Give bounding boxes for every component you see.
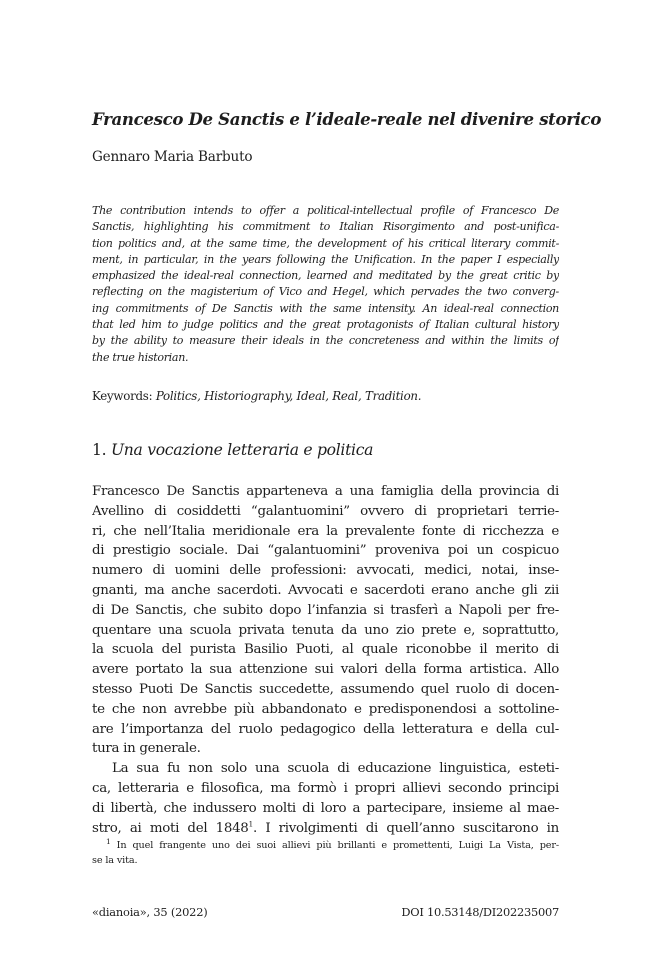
- abstract-line: that led him to judge politics and the great protagonists of Italian cultural history: [92, 318, 559, 332]
- body-text: [92, 482, 559, 838]
- footnote-line: se la vita.: [92, 855, 138, 866]
- abstract-line: by the ability to measure their ideals in the concreteness and within the limits of: [92, 334, 559, 348]
- abstract-line: ing commitments of De Sanctis with the same intensity. An ideal-real connection: [92, 301, 559, 315]
- body-line: La sua fu non solo una scuola di educazione linguistica, esteti-: [112, 761, 559, 777]
- body-line: ri, che nell’Italia meridionale era la prevalente fonte di ricchezza e: [92, 523, 559, 539]
- keywords-values: Politics, Historiography, Ideal, Real, Tradition.: [155, 389, 422, 403]
- section-title: Una vocazione letteraria e politica: [110, 441, 374, 459]
- body-line: ca, letteraria e filosofica, ma formò i propri allievi secondo principi: [92, 780, 559, 796]
- footer-journal: «dianoia», 35 (2022): [92, 905, 208, 919]
- abstract: [92, 203, 559, 366]
- keywords-label: Keywords:: [92, 389, 153, 403]
- body-line: gnanti, ma anche sacerdoti. Avvocati e sacerdoti erano anche gli zii: [92, 582, 559, 598]
- body-line: di De Sanctis, che subito dopo l’infanzia si trasferì a Napoli per fre-: [92, 602, 559, 618]
- body-line: avere portato la sua attenzione sui valori della forma artistica. Allo: [92, 662, 559, 678]
- footnote-number: 1: [106, 838, 111, 846]
- body-line: la scuola del purista Basilio Puoti, al quale riconobbe il merito di: [92, 642, 559, 658]
- section-number: 1.: [92, 441, 107, 459]
- article-author: Gennaro Maria Barbuto: [92, 149, 253, 165]
- footnote: [92, 838, 559, 868]
- footer-doi[interactable]: DOI 10.53148/DI202235007: [401, 905, 559, 919]
- body-line-part: . I rivolgimenti di quell’anno suscitarono in: [253, 820, 559, 836]
- body-line-part: stro, ai moti del 1848: [92, 820, 249, 836]
- abstract-line: ment, in particular, in the years following the Unification. In the paper I especially: [92, 252, 559, 266]
- body-line: te che non avrebbe più abbandonato e predisponendosi a sottoline-: [92, 701, 559, 717]
- abstract-line: tion politics and, at the same time, the development of his critical literary commit-: [92, 236, 559, 250]
- footnote-line: [92, 838, 559, 853]
- body-line-with-footnote: [92, 819, 559, 839]
- body-line: stesso Puoti De Sanctis succedette, assumendo quel ruolo di docen-: [92, 681, 559, 697]
- body-line: di prestigio sociale. Dai “galantuomini” proveniva poi un cospicuo: [92, 543, 559, 559]
- body-line: tura in generale.: [92, 741, 201, 757]
- abstract-line: Sanctis, highlighting his commitment to Italian Risorgimento and post-unifica-: [92, 220, 559, 234]
- article-title: Francesco De Sanctis e l’ideale-reale nel divenire storico: [92, 109, 602, 129]
- abstract-line: The contribution intends to offer a political-intellectual profile of Francesco De: [92, 204, 559, 217]
- abstract-line: the true historian.: [92, 350, 189, 364]
- body-line: quentare una scuola privata tenuta da uno zio prete e, soprattutto,: [92, 622, 559, 638]
- body-line: di libertà, che indussero molti di loro a partecipare, insieme al mae-: [92, 800, 559, 816]
- abstract-line: reflecting on the magisterium of Vico and Hegel, which pervades the two converg-: [92, 285, 559, 299]
- body-line: numero di uomini delle professioni: avvocati, medici, notai, inse-: [92, 563, 559, 579]
- body-line: are l’importanza del ruolo pedagogico della letteratura e della cul-: [92, 721, 559, 737]
- footnote-reference[interactable]: 1: [248, 819, 254, 829]
- body-line: Avellino di cosiddetti “galantuomini” ovvero di proprietari terrie-: [92, 503, 559, 519]
- section-heading: [92, 441, 373, 459]
- footnote-text: In quel frangente uno dei suoi allievi più brillanti e promettenti, Luigi La Vista, per-: [116, 840, 559, 851]
- keywords: [92, 389, 421, 403]
- abstract-line: emphasized the ideal-real connection, learned and meditated by the great critic by: [92, 269, 559, 283]
- body-line: Francesco De Sanctis apparteneva a una famiglia della provincia di: [92, 484, 559, 499]
